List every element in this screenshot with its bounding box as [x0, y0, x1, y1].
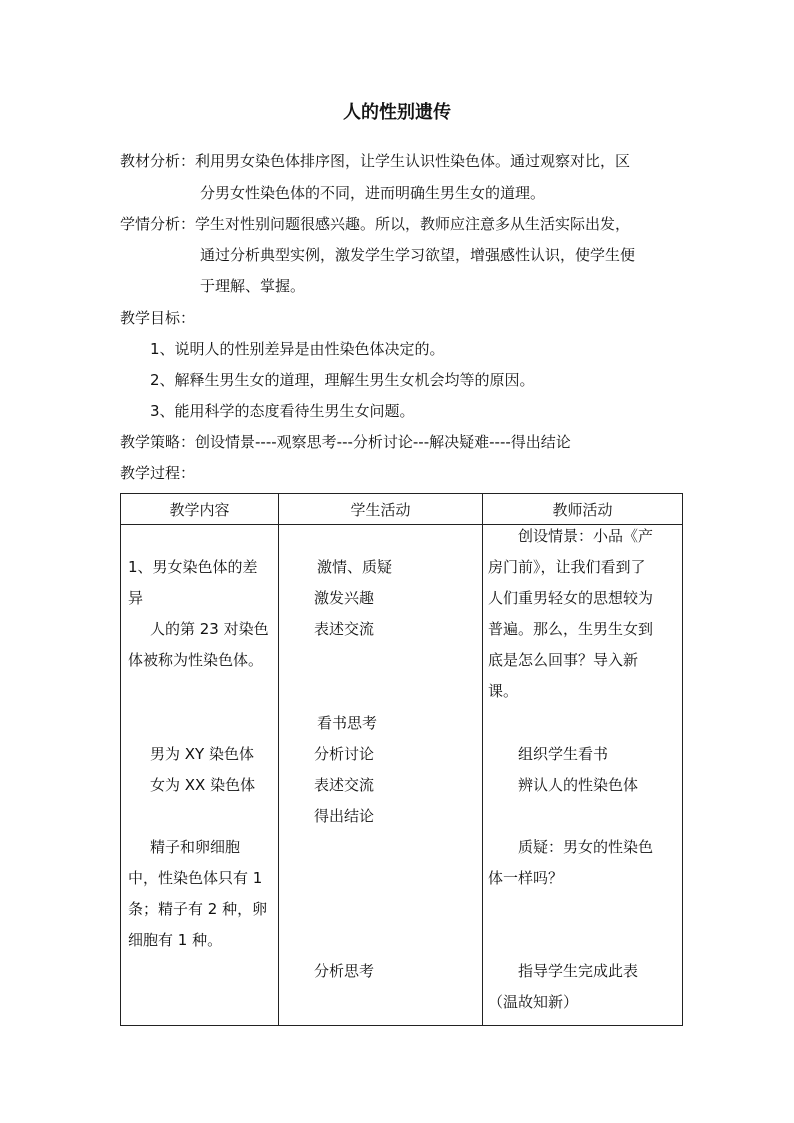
process-heading: 教学过程：	[120, 464, 196, 482]
student-activity-line: 表述交流	[314, 776, 375, 794]
content-line: 中，性染色体只有 1	[128, 869, 263, 887]
student-activity-cell	[279, 525, 483, 1026]
student-activity-line: 得出结论	[314, 807, 375, 825]
teacher-activity-line: 指导学生完成此表	[518, 962, 639, 980]
content-line: 体被称为性染色体。	[128, 651, 264, 669]
goals-heading: 教学目标：	[120, 309, 196, 327]
table-row	[121, 525, 683, 1026]
teacher-activity-line: 底是怎么回事？导入新	[488, 651, 639, 669]
teaching-strategy: 教学策略：创设情景----观察思考---分析讨论---解决疑难----得出结论	[120, 433, 571, 451]
teaching-process-table	[120, 493, 683, 1026]
teacher-activity-line: 质疑：男女的性染色	[518, 838, 654, 856]
teacher-activity-line: 人们重男轻女的思想较为	[488, 589, 654, 607]
content-line: 细胞有 1 种。	[128, 931, 223, 949]
header-teacher-activity: 教师活动	[483, 494, 683, 525]
content-line: 条；精子有 2 种，卵	[128, 900, 268, 918]
header-student-activity: 学生活动	[279, 494, 483, 525]
table-header-row	[121, 494, 683, 525]
page-title: 人的性别遗传	[343, 102, 451, 123]
student-analysis-line2: 通过分析典型实例，激发学生学习欲望，增强感性认识，使学生便	[200, 246, 636, 264]
content-line: 女为 XX 染色体	[150, 776, 256, 794]
teacher-activity-line: 课。	[488, 682, 519, 700]
goal-item-2: 2、解释生男生女的道理，理解生男生女机会均等的原因。	[150, 371, 535, 389]
goal-item-3: 3、能用科学的态度看待生男生女问题。	[150, 402, 415, 420]
header-content: 教学内容	[121, 494, 279, 525]
teacher-activity-line: 普遍。那么，生男生女到	[488, 620, 654, 638]
student-activity-line: 激发兴趣	[314, 589, 375, 607]
student-activity-line: 分析思考	[314, 962, 375, 980]
content-line: 1、男女染色体的差	[128, 558, 258, 576]
material-analysis-line2: 分男女性染色体的不同，进而明确生男生女的道理。	[200, 184, 546, 202]
teacher-activity-line: 房门前》，让我们看到了	[488, 558, 646, 576]
student-activity-line: 表述交流	[314, 620, 375, 638]
teacher-activity-line: 创设情景：小品《产	[518, 527, 654, 545]
student-activity-line: 分析讨论	[314, 745, 375, 763]
content-line: 男为 XY 染色体	[150, 745, 254, 763]
teacher-activity-cell	[483, 525, 683, 1026]
teacher-activity-line: 组织学生看书	[518, 745, 609, 763]
content-cell	[121, 525, 279, 1026]
student-activity-line: 看书思考	[317, 714, 378, 732]
content-line: 精子和卵细胞	[150, 838, 241, 856]
goal-item-1: 1、说明人的性别差异是由性染色体决定的。	[150, 340, 445, 358]
teacher-activity-line: 体一样吗？	[488, 869, 564, 887]
content-line: 人的第 23 对染色	[150, 620, 269, 638]
student-analysis-line3: 于理解、掌握。	[200, 277, 306, 295]
content-line: 异	[128, 589, 144, 607]
material-analysis-line1: 教材分析：利用男女染色体排序图，让学生认识性染色体。通过观察对比，区	[120, 152, 631, 170]
teacher-activity-line: （温故知新）	[488, 993, 579, 1011]
student-activity-line: 激情、质疑	[317, 558, 393, 576]
teacher-activity-line: 辨认人的性染色体	[518, 776, 639, 794]
student-analysis-line1: 学情分析：学生对性别问题很感兴趣。所以，教师应注意多从生活实际出发，	[120, 215, 631, 233]
